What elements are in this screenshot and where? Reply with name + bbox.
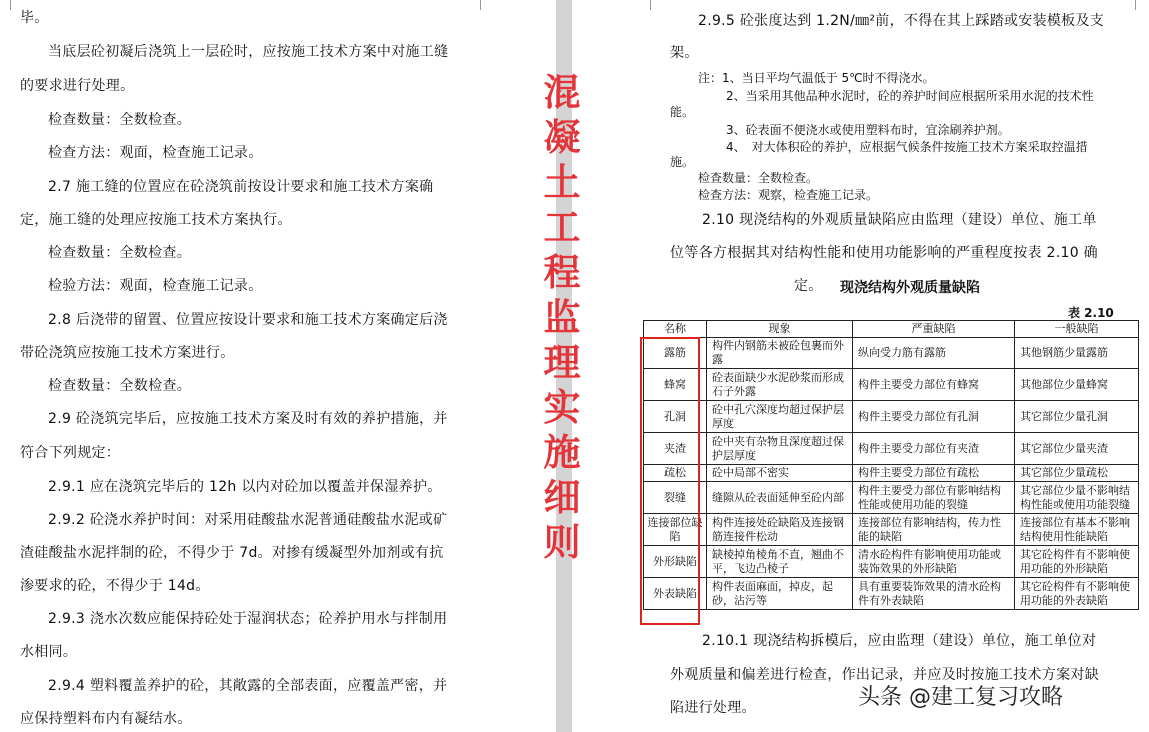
table-cell: 构件主要受力部位有影响结构性能或使用功能的裂缝: [853, 482, 1015, 514]
table-body: [644, 338, 1139, 610]
table-cell: 构件内钢筋未被砼包裹而外露: [707, 338, 853, 369]
text-line: 检查数量：全数检查。: [48, 378, 191, 394]
text-line: 渗要求的砼，不得少于 14d。: [20, 578, 210, 594]
text-line: 渣硅酸盐水泥拌制的砼，不得少于 7d。对掺有缓凝型外加剂或有抗: [20, 545, 444, 561]
text-line: 外观质量和偏差进行检查，作出记录，并应及时按施工技术方案对缺: [670, 667, 1099, 683]
defect-name-cell: 夹渣: [644, 433, 707, 465]
table-cell: 构件连接处砼缺陷及连接钢筋连接件松动: [707, 514, 853, 546]
defect-name-cell: 连接部位缺陷: [644, 514, 707, 546]
text-line: 2.9.3 浇水次数应能保持砼处于湿润状态；砼养护用水与拌制用: [48, 611, 448, 627]
overlay-title: [540, 70, 584, 565]
table-title: 现浇结构外观质量缺陷: [840, 280, 980, 296]
table-cell: 构件主要受力部位有孔洞: [853, 401, 1015, 433]
table-row: [644, 401, 1139, 433]
table-row: [644, 369, 1139, 401]
table-cell: 连接部位有基本不影响结构使用性能缺陷: [1015, 514, 1139, 546]
overlay-title-char: 凝: [543, 115, 581, 159]
defect-name-cell: 露筋: [644, 338, 707, 369]
defect-name-cell: 裂缝: [644, 482, 707, 514]
table-header-row: [644, 321, 1139, 338]
note-line: 能。: [670, 105, 695, 119]
table-row: [644, 433, 1139, 465]
text-line: 2.9.4 塑料覆盖养护的砼，其敞露的全部表面，应覆盖严密，并: [48, 678, 448, 694]
note-line: 施。: [670, 155, 695, 169]
note-line: 4、 对大体积砼的养护，应根据气候条件按施工技术方案采取控温措: [726, 140, 1088, 154]
text-line: 2.9.5 砼张度达到 1.2N/㎜²前，不得在其上踩踏或安装模板及支: [698, 13, 1105, 29]
note-line: 2、当采用其他品种水泥时，砼的养护时间应根据所采用水泥的技术性: [726, 89, 1094, 103]
table-cell: 其他部位少量蜂窝: [1015, 369, 1139, 401]
text-line: 当底层砼初凝后浇筑上一层砼时，应按施工技术方案中对施工缝: [48, 44, 449, 60]
table-cell: 其它部位少量孔洞: [1015, 401, 1139, 433]
table-cell: 砼中局部不密实: [707, 465, 853, 482]
note-line: 检查方法：观察，检查施工记录。: [698, 188, 879, 202]
text-line: 2.9.1 应在浇筑完毕后的 12h 以内对砼加以覆盖并保湿养护。: [48, 479, 442, 495]
text-line: 检查数量：全数检查。: [48, 245, 191, 261]
table-cell: 其它部位少量不影响结构性能或使用功能裂缝: [1015, 482, 1139, 514]
table-row: [644, 482, 1139, 514]
table-cell: 其它砼构件有不影响使用功能的外形缺陷: [1015, 546, 1139, 578]
overlay-title-char: 程: [543, 250, 581, 294]
text-line: 带砼浇筑应按施工技术方案进行。: [20, 345, 235, 361]
table-cell: 构件主要受力部位有夹渣: [853, 433, 1015, 465]
column-header: 一般缺陷: [1015, 321, 1139, 338]
defect-name-cell: 疏松: [644, 465, 707, 482]
text-line: 2.10.1 现浇结构拆模后，应由监理（建设）单位，施工单位对: [702, 633, 1097, 649]
overlay-title-char: 施: [543, 430, 581, 474]
overlay-title-char: 实: [543, 385, 581, 429]
defect-name-cell: 孔洞: [644, 401, 707, 433]
column-header: 现象: [707, 321, 853, 338]
overlay-title-char: 细: [543, 475, 581, 519]
text-line: 架。: [670, 45, 699, 61]
text-line: 2.10 现浇结构的外观质量缺陷应由监理（建设）单位、施工单: [702, 212, 1097, 228]
table-cell: 构件主要受力部位有疏松: [853, 465, 1015, 482]
column-header: 名称: [644, 321, 707, 338]
text-line: 检验方法：观面，检查施工记录。: [48, 278, 263, 294]
note-line: 注：1、当日平均气温低于 5℃时不得浇水。: [698, 71, 935, 85]
defect-name-cell: 蜂窝: [644, 369, 707, 401]
table-cell: 纵向受力筋有露筋: [853, 338, 1015, 369]
text-line: 定，施工缝的处理应按施工技术方案执行。: [20, 212, 292, 228]
text-line: 的要求进行处理。: [20, 78, 135, 94]
overlay-title-char: 则: [543, 520, 581, 564]
text-line: 2.9.2 砼浇水养护时间：对采用硅酸盐水泥普通硅酸盐水泥或矿: [48, 512, 448, 528]
table-cell: 缺棱掉角棱角不直，翘曲不平，飞边凸棱子: [707, 546, 853, 578]
table-row: [644, 546, 1139, 578]
table-cell: 清水砼构件有影响使用功能或装饰效果的外形缺陷: [853, 546, 1015, 578]
text-line: 2.9 砼浇筑完毕后，应按施工技术方案及时有效的养护措施，并: [48, 411, 448, 427]
watermark: 头条 @建工复习攻略: [858, 685, 1063, 710]
note-line: 3、砼表面不便浇水或使用塑料布时，宜涂刷养护剂。: [726, 123, 1010, 137]
overlay-title-char: 理: [543, 340, 581, 384]
margin-mark: [10, 0, 11, 10]
text-line: 2.7 施工缝的位置应在砼浇筑前按设计要求和施工技术方案确: [48, 179, 434, 195]
note-line: 检查数量：全数检查。: [698, 171, 819, 185]
table-row: [644, 338, 1139, 369]
table-cell: 其它部位少量疏松: [1015, 465, 1139, 482]
table-cell: 构件主要受力部位有蜂窝: [853, 369, 1015, 401]
table-cell: 砼中夹有杂物且深度超过保护层厚度: [707, 433, 853, 465]
text-line: 定。: [794, 278, 823, 294]
highlight-box: [640, 337, 700, 625]
text-line: 位等各方根据其对结构性能和使用功能影响的严重程度按表 2.10 确: [670, 245, 1098, 261]
text-line: 符合下列规定：: [20, 445, 121, 461]
table-row: [644, 514, 1139, 546]
defect-name-cell: 外形缺陷: [644, 546, 707, 578]
table-row: [644, 465, 1139, 482]
overlay-title-char: 混: [543, 70, 581, 114]
defect-name-cell: 外表缺陷: [644, 578, 707, 610]
table-cell: 缝隙从砼表面延伸至砼内部: [707, 482, 853, 514]
table-cell: 具有重要装饰效果的清水砼构件有外表缺陷: [853, 578, 1015, 610]
margin-mark: [480, 0, 481, 10]
overlay-title-char: 土: [543, 160, 581, 204]
table-row: [644, 578, 1139, 610]
text-line: 2.8 后浇带的留置、位置应按设计要求和施工技术方案确定后浇: [48, 312, 448, 328]
text-line: 陷进行处理。: [670, 700, 756, 716]
text-line: 检查数量：全数检查。: [48, 112, 191, 128]
margin-mark: [1135, 0, 1136, 10]
defects-table: [643, 320, 1139, 610]
table-cell: 构件表面麻面，掉皮，起砂，沾污等: [707, 578, 853, 610]
table-cell: 砼中孔穴深度均超过保护层厚度: [707, 401, 853, 433]
overlay-title-char: 监: [543, 295, 581, 339]
text-line: 水相同。: [20, 644, 78, 660]
table-cell: 其他钢筋少量露筋: [1015, 338, 1139, 369]
table-cell: 其它砼构件有不影响使用功能的外表缺陷: [1015, 578, 1139, 610]
text-line: 检查方法：观面，检查施工记录。: [48, 145, 263, 161]
text-line: 应保持塑料布内有凝结水。: [20, 711, 192, 727]
document-page-left: [0, 0, 490, 732]
overlay-title-char: 工: [543, 205, 581, 249]
table-cell: 砼表面缺少水泥砂浆而形成石子外露: [707, 369, 853, 401]
table-cell: 连接部位有影响结构，传力性能的缺陷: [853, 514, 1015, 546]
column-header: 严重缺陷: [853, 321, 1015, 338]
text-line: 毕。: [20, 10, 49, 26]
table-number: 表 2.10: [1068, 306, 1114, 320]
table-cell: 其它部位少量夹渣: [1015, 433, 1139, 465]
margin-mark: [650, 0, 651, 10]
